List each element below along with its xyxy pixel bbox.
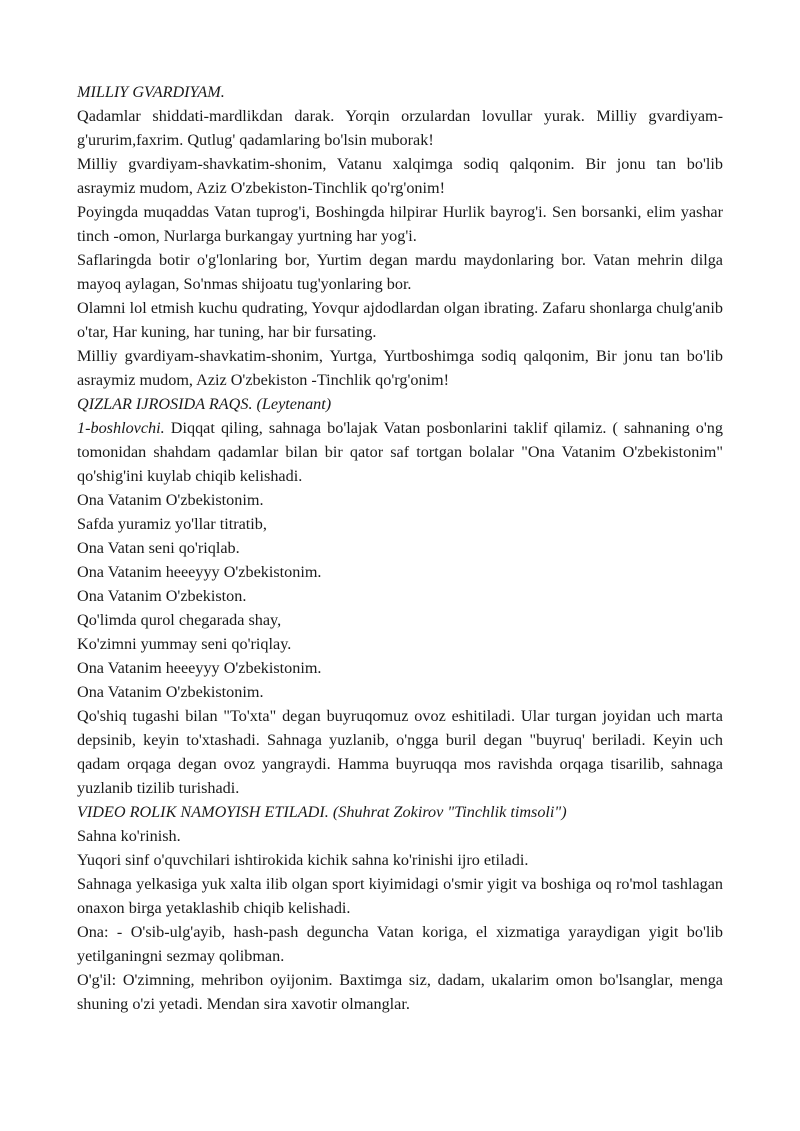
poem-stanza: Poyingda muqaddas Vatan tuprog'i, Boshingda hilpirar Hurlik bayrog'i. Sen borsanki, elim yashar tinch -omon, Nurlarga burkangay yurtning har yog'i. <box>77 203 723 245</box>
song-line: Safda yuramiz yo'llar titratib, <box>77 515 267 533</box>
song-line: Ko'zimni yummay seni qo'riqlay. <box>77 635 292 653</box>
section-heading: QIZLAR IJROSIDA RAQS. (Leytenant) <box>77 395 332 413</box>
section-heading: MILLIY GVARDIYAM. <box>77 83 225 101</box>
presenter-text: Diqqat qiling, sahnaga bo'lajak Vatan posbonlarini taklif qilamiz. ( sahnaning o'ng tomonidan shahdam qadamlar bilan bir qator saf tortgan bolalar "Ona Vatanim O'zbekistonim" qo'shig'ini kuylab chiqib kelishadi. <box>77 419 723 485</box>
song-line: Ona Vatanim O'zbekistonim. <box>77 491 264 509</box>
stage-direction: Yuqori sinf o'quvchilari ishtirokida kichik sahna ko'rinishi ijro etiladi. <box>77 851 529 869</box>
song-line: Ona Vatan seni qo'riqlab. <box>77 539 240 557</box>
presenter-paragraph <box>77 416 723 488</box>
document-page <box>77 80 723 1016</box>
dialogue-line: O'g'il: O'zimning, mehribon oyijonim. Baxtimga siz, dadam, ukalarim omon bo'lsanglar, menga shuning o'zi yetadi. Mendan sira xavotir olmanglar. <box>77 971 723 1013</box>
presenter-label: 1-boshlovchi. <box>77 419 165 437</box>
poem-stanza: Qadamlar shiddati-mardlikdan darak. Yorqin orzulardan lovullar yurak. Milliy gvardiyam-g'ururim,faxrim. Qutlug' qadamlaring bo'lsin muborak! <box>77 107 723 149</box>
song-line: Ona Vatanim O'zbekiston. <box>77 587 247 605</box>
dialogue-line: Ona: - O'sib-ulg'ayib, hash-pash deguncha Vatan koriga, el xizmatiga yaraydigan yigit bo'lib yetilganingni sezmay qolibman. <box>77 923 723 965</box>
scene-title: Sahna ko'rinish. <box>77 827 181 845</box>
stage-direction: Sahnaga yelkasiga yuk xalta ilib olgan sport kiyimidagi o'smir yigit va boshiga oq ro'mol tashlagan onaxon birga yetaklashib chiqib kelishadi. <box>77 875 723 917</box>
poem-stanza: Milliy gvardiyam-shavkatim-shonim, Vatanu xalqimga sodiq qalqonim. Bir jonu tan bo'lib asraymiz mudom, Aziz O'zbekiston-Tinchlik qo'rg'onim! <box>77 155 723 197</box>
song-line: Ona Vatanim O'zbekistonim. <box>77 683 264 701</box>
poem-stanza: Milliy gvardiyam-shavkatim-shonim, Yurtga, Yurtboshimga sodiq qalqonim, Bir jonu tan bo'lib asraymiz mudom, Aziz O'zbekiston -Tinchlik qo'rg'onim! <box>77 347 723 389</box>
poem-stanza: Olamni lol etmish kuchu qudrating, Yovqur ajdodlardan olgan ibrating. Zafaru shonlarga chulg'anib o'tar, Har kuning, har tuning, har bir fursating. <box>77 299 723 341</box>
poem-stanza: Saflaringda botir o'g'lonlaring bor, Yurtim degan mardu maydonlaring bor. Vatan mehrin dilga mayoq aylagan, So'nmas shijoatu tug'yonlaring bor. <box>77 251 723 293</box>
song-line: Qo'limda qurol chegarada shay, <box>77 611 282 629</box>
song-line: Ona Vatanim heeeyyy O'zbekistonim. <box>77 563 322 581</box>
stage-direction: Qo'shiq tugashi bilan "To'xta" degan buyruqomuz ovoz eshitiladi. Ular turgan joyidan uch marta depsinib, keyin to'xtashadi. Sahnaga yuzlanib, o'ngga buril degan "buyruq' beriladi. Keyin uch qadam orqaga degan ovoz yangraydi. Hamma buyruqqa mos ravishda orqaga tisarilib, sahnaga yuzlanib tizilib turishadi. <box>77 707 723 797</box>
song-line: Ona Vatanim heeeyyy O'zbekistonim. <box>77 659 322 677</box>
section-heading: VIDEO ROLIK NAMOYISH ETILADI. (Shuhrat Zokirov "Tinchlik timsoli") <box>77 803 567 821</box>
